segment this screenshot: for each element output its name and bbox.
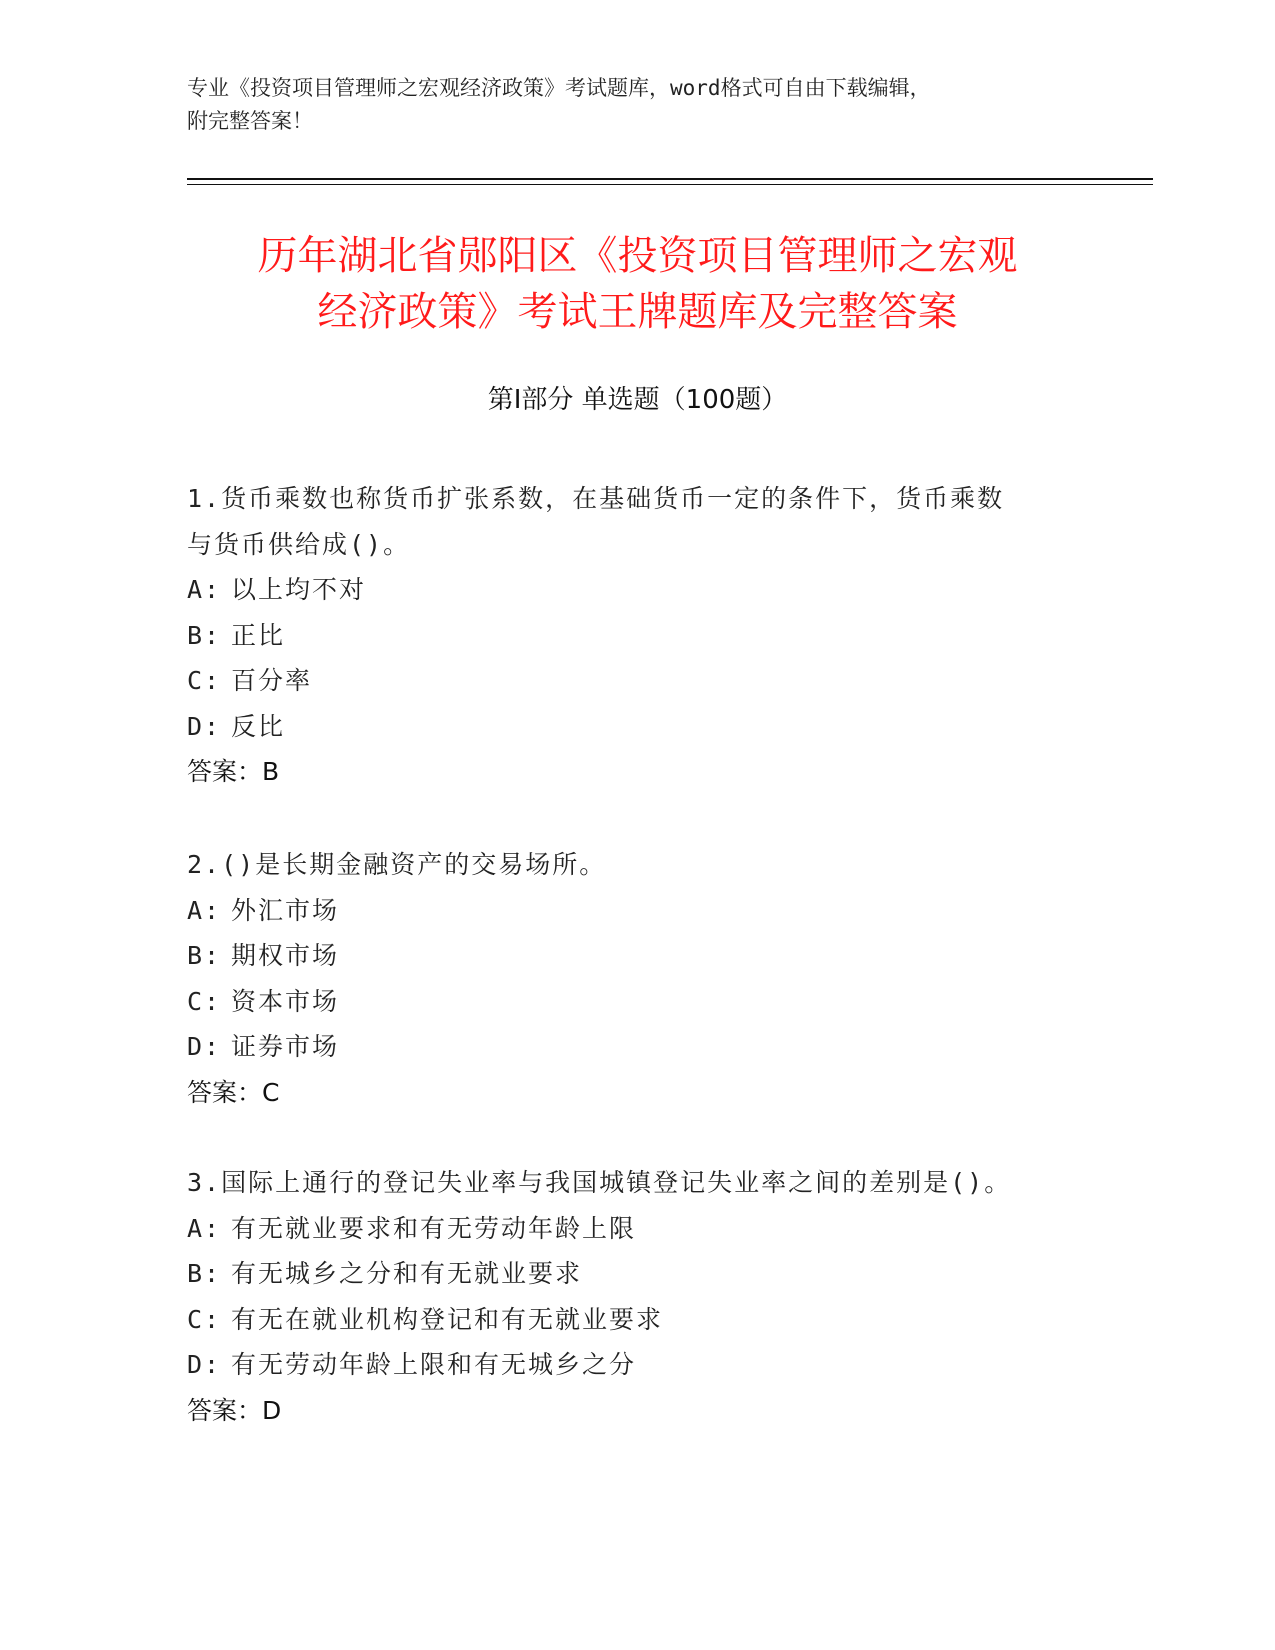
option-text: 反比: [231, 711, 286, 741]
answer: 答案：D: [187, 1395, 282, 1425]
option-c: [187, 1297, 1087, 1343]
question-stem: 与货币供给成()。: [187, 529, 411, 559]
document-title: [160, 228, 1115, 340]
option-text: 外汇市场: [231, 895, 340, 925]
option-key: D:: [187, 711, 222, 741]
header-divider: [187, 178, 1153, 180]
document-title-line: 经济政策》考试王牌题库及完整答案: [317, 289, 958, 335]
option-key: B:: [187, 1259, 222, 1288]
option-c: [187, 658, 1087, 704]
option-text: 有无就业要求和有无劳动年龄上限: [231, 1213, 637, 1243]
option-text: 资本市场: [231, 986, 340, 1016]
option-d: [187, 1024, 1087, 1070]
option-key: C:: [187, 1304, 222, 1334]
option-text: 百分率: [231, 666, 313, 695]
option-b: [187, 933, 1087, 979]
header-note-line: 附完整答案！: [187, 109, 313, 133]
question-3: [187, 1160, 1087, 1433]
option-key: A:: [187, 575, 222, 604]
option-text: 以上均不对: [231, 575, 367, 604]
document-title-line: 历年湖北省郧阳区《投资项目管理师之宏观: [257, 233, 1018, 279]
answer: 答案：B: [187, 757, 280, 786]
option-text: 证券市场: [231, 1032, 340, 1061]
option-key: B:: [187, 941, 222, 970]
question-2: [187, 842, 1087, 1115]
question-1: [187, 476, 1087, 795]
option-key: D:: [187, 1032, 222, 1061]
option-key: A:: [187, 895, 222, 925]
option-key: D:: [187, 1350, 222, 1379]
option-d: [187, 704, 1087, 750]
option-a: [187, 1206, 1087, 1252]
option-text: 有无在就业机构登记和有无就业要求: [231, 1304, 664, 1334]
option-text: 正比: [231, 620, 286, 650]
question-stem: 2.()是长期金融资产的交易场所。: [187, 850, 607, 879]
section-heading: 第Ⅰ部分 单选题（100题）: [487, 385, 788, 415]
option-text: 期权市场: [231, 941, 340, 970]
option-key: A:: [187, 1213, 222, 1243]
answer: 答案：C: [187, 1077, 280, 1107]
option-key: C:: [187, 986, 222, 1016]
option-a: [187, 567, 1087, 613]
header-note-line: 专业《投资项目管理师之宏观经济政策》考试题库，word格式可自由下载编辑，: [187, 76, 931, 100]
header-note: [187, 72, 1087, 138]
question-stem: 1.货币乘数也称货币扩张系数，在基础货币一定的条件下，货币乘数: [187, 484, 1005, 513]
option-b: [187, 613, 1087, 659]
option-key: B:: [187, 620, 222, 650]
option-text: 有无劳动年龄上限和有无城乡之分: [231, 1350, 637, 1379]
option-b: [187, 1251, 1087, 1297]
option-c: [187, 979, 1087, 1025]
option-d: [187, 1342, 1087, 1388]
option-a: [187, 888, 1087, 934]
option-key: C:: [187, 666, 222, 695]
header-divider-thin: [187, 184, 1153, 185]
question-stem: 3.国际上通行的登记失业率与我国城镇登记失业率之间的差别是()。: [187, 1168, 1012, 1197]
option-text: 有无城乡之分和有无就业要求: [231, 1259, 583, 1288]
